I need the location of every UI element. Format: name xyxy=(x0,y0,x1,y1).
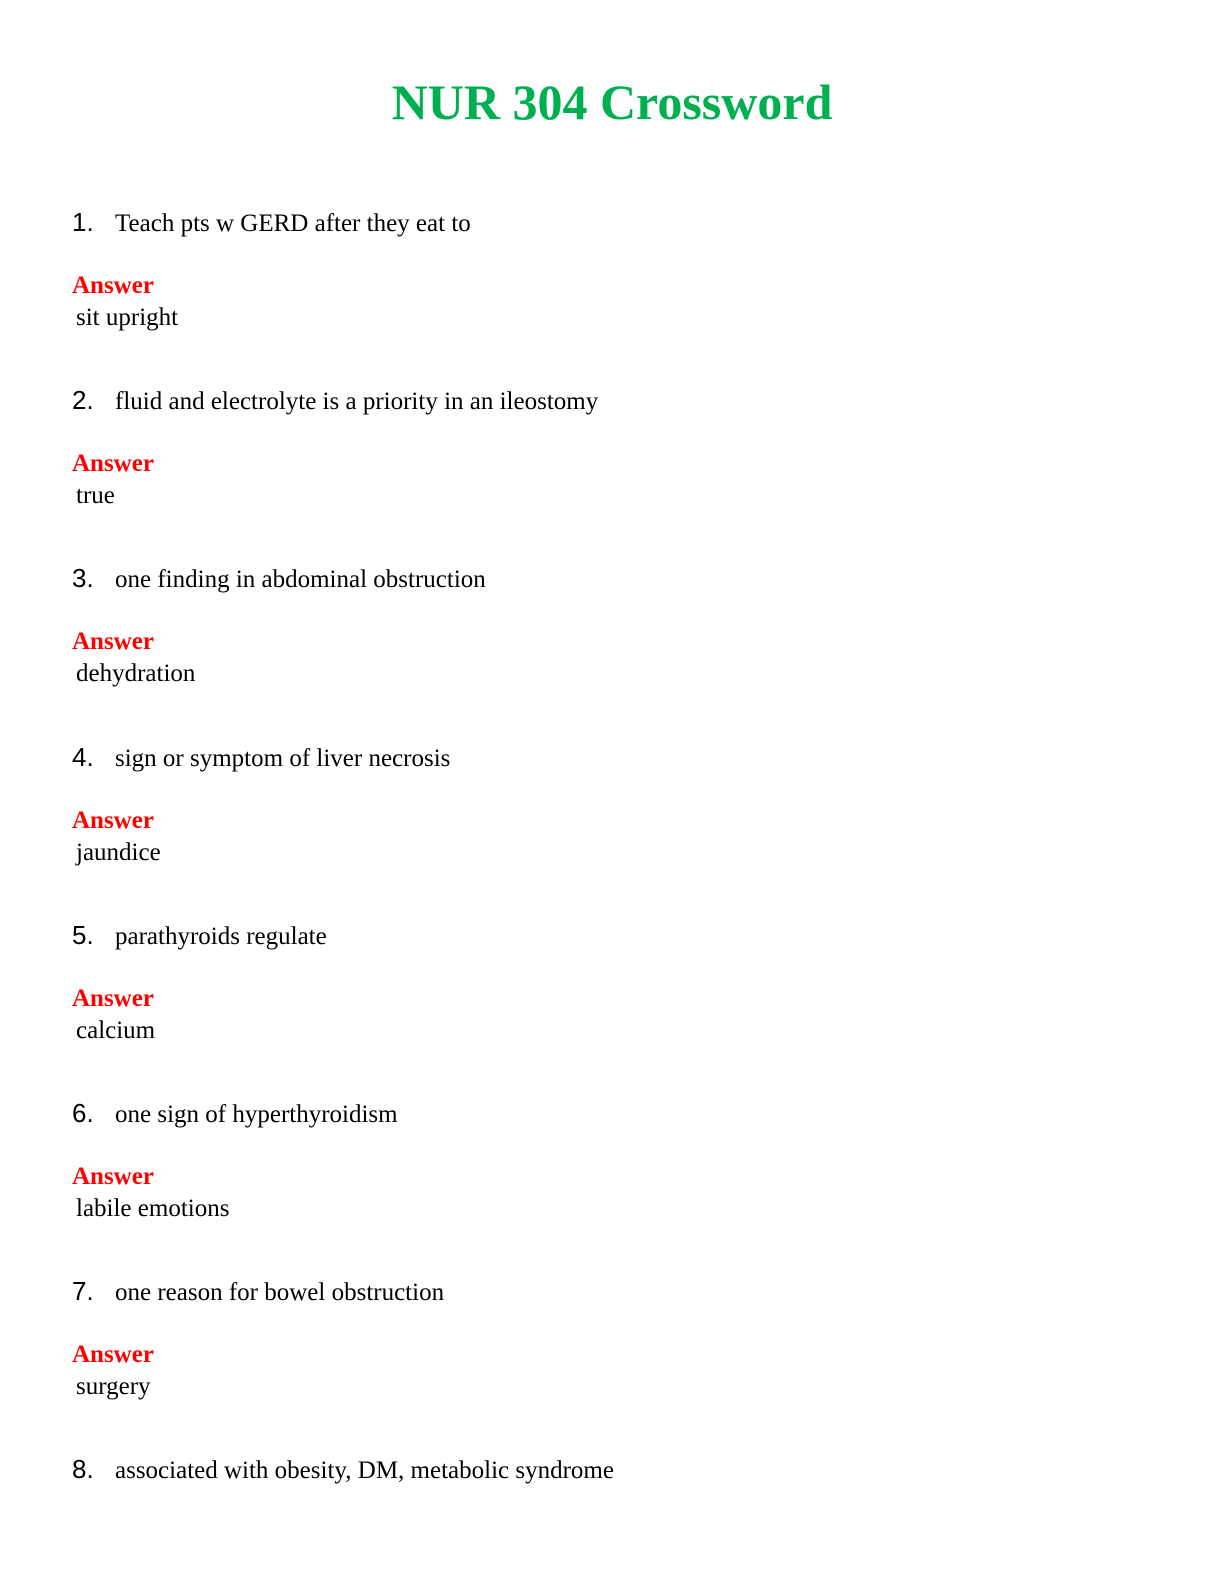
question-text: sign or symptom of liver necrosis xyxy=(115,745,451,772)
answer-text: surgery xyxy=(76,1373,151,1400)
question-line xyxy=(72,740,1152,776)
answer-text: calcium xyxy=(76,1017,156,1044)
answer-label: Answer xyxy=(72,1341,154,1368)
answer-text: jaundice xyxy=(76,839,161,866)
answer-label: Answer xyxy=(72,450,154,477)
question-text: one sign of hyperthyroidism xyxy=(115,1101,398,1128)
question-number: 6. xyxy=(72,1098,94,1128)
answer-label: Answer xyxy=(72,1163,154,1190)
question-line xyxy=(72,383,1152,419)
answer-text: dehydration xyxy=(76,660,196,687)
question-number: 2. xyxy=(72,385,94,415)
question-number: 5. xyxy=(72,920,94,950)
question-text: associated with obesity, DM, metabolic syndrome xyxy=(115,1457,614,1484)
question-text: one finding in abdominal obstruction xyxy=(115,566,486,593)
question-line xyxy=(72,1452,1152,1488)
question-number: 4. xyxy=(72,742,94,772)
question-text: parathyroids regulate xyxy=(115,923,327,950)
question-item xyxy=(72,918,1152,1044)
question-item xyxy=(72,1274,1152,1400)
question-text: one reason for bowel obstruction xyxy=(115,1279,445,1306)
question-text: Teach pts w GERD after they eat to xyxy=(115,210,471,237)
question-line xyxy=(72,1096,1152,1132)
answer-text: true xyxy=(76,482,115,509)
question-item xyxy=(72,561,1152,687)
page-title: NUR 304 Crossword xyxy=(391,74,833,130)
question-item xyxy=(72,383,1152,509)
question-line xyxy=(72,918,1152,954)
question-line xyxy=(72,561,1152,597)
question-number: 1. xyxy=(72,207,94,237)
answer-text: labile emotions xyxy=(76,1195,230,1222)
question-number: 7. xyxy=(72,1276,94,1306)
question-item xyxy=(72,205,1152,331)
answer-label: Answer xyxy=(72,985,154,1012)
answer-text: sit upright xyxy=(76,304,179,331)
answer-label: Answer xyxy=(72,272,154,299)
question-item xyxy=(72,1452,1152,1488)
answer-label: Answer xyxy=(72,807,154,834)
question-line xyxy=(72,205,1152,241)
question-number: 3. xyxy=(72,563,94,593)
question-number: 8. xyxy=(72,1454,94,1484)
question-text: fluid and electrolyte is a priority in an ileostomy xyxy=(115,388,599,415)
question-item xyxy=(72,1096,1152,1222)
answer-label: Answer xyxy=(72,628,154,655)
question-line xyxy=(72,1274,1152,1310)
question-item xyxy=(72,740,1152,866)
